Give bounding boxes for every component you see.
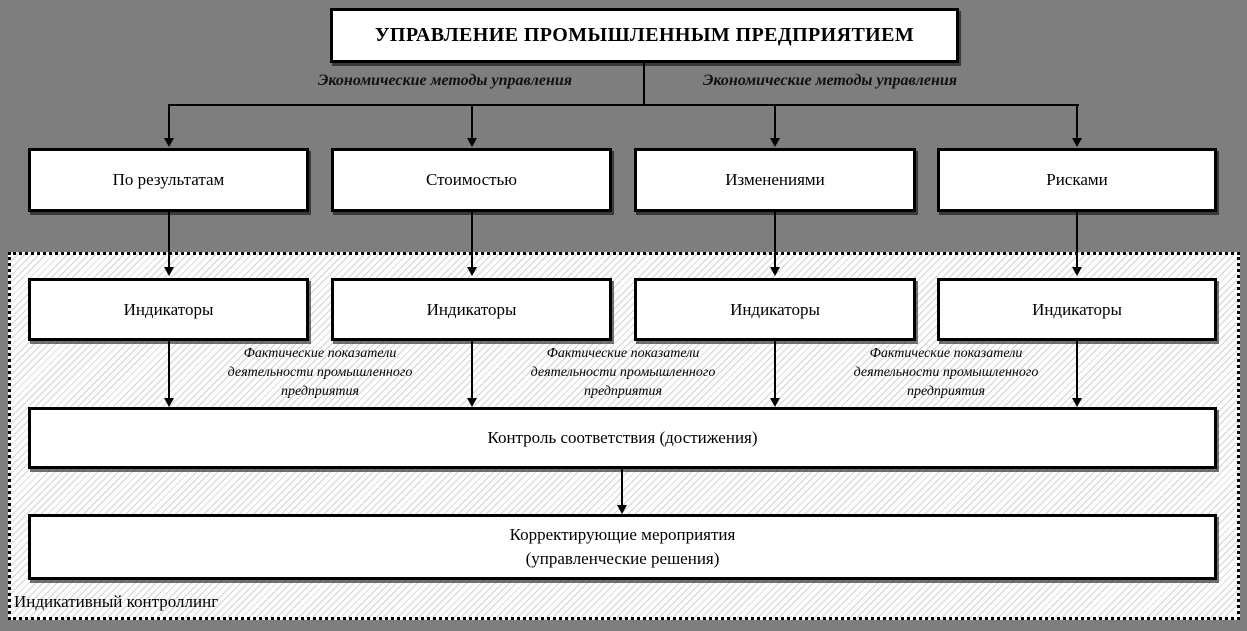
method-label-left: Экономические методы управления bbox=[318, 72, 572, 89]
corrective-box bbox=[28, 514, 1217, 580]
management-box-cost bbox=[331, 148, 612, 212]
indicator-box-label: Индикаторы bbox=[1032, 299, 1122, 319]
indicator-box-2 bbox=[331, 278, 612, 341]
title-box bbox=[330, 8, 959, 63]
title-text: УПРАВЛЕНИЕ ПРОМЫШЛЕННЫМ ПРЕДПРИЯТИЕМ bbox=[374, 24, 915, 46]
management-box-risks bbox=[937, 148, 1217, 212]
connector-box3-indicators bbox=[774, 211, 776, 268]
caption-line: предприятия bbox=[280, 384, 360, 399]
connector-box2-indicators bbox=[471, 211, 473, 268]
arrowhead-down-icon bbox=[467, 267, 477, 276]
arrowhead-down-icon bbox=[164, 398, 174, 407]
corrective-box-line1: Корректирующие мероприятия bbox=[509, 525, 736, 544]
connector-indicators4-control bbox=[1076, 340, 1078, 398]
arrowhead-down-icon bbox=[617, 505, 627, 514]
caption-line: предприятия bbox=[583, 384, 663, 399]
connector-branch-line bbox=[168, 104, 1079, 106]
caption-actual-indicators-3 bbox=[821, 344, 1071, 401]
indicator-box-1 bbox=[28, 278, 309, 341]
indicator-box-label: Индикаторы bbox=[426, 299, 517, 319]
caption-line: деятельности промышленного bbox=[227, 365, 413, 380]
connector-title-stem bbox=[643, 62, 645, 105]
connector-branch-box1 bbox=[168, 105, 170, 138]
caption-line: Фактические показатели bbox=[869, 346, 1023, 361]
caption-actual-indicators-2 bbox=[498, 344, 748, 401]
arrowhead-down-icon bbox=[770, 138, 780, 147]
management-box-label: По результатам bbox=[112, 170, 225, 189]
arrowhead-down-icon bbox=[1072, 267, 1082, 276]
management-box-label: Рисками bbox=[1046, 170, 1108, 189]
management-box-changes bbox=[634, 148, 916, 212]
indicator-box-label: Индикаторы bbox=[730, 299, 820, 319]
caption-line: деятельности промышленного bbox=[853, 365, 1039, 380]
connector-box4-indicators bbox=[1076, 211, 1078, 268]
arrowhead-down-icon bbox=[1072, 398, 1082, 407]
arrowhead-down-icon bbox=[164, 138, 174, 147]
caption-line: предприятия bbox=[906, 384, 986, 399]
caption-line: Фактические показатели bbox=[546, 346, 700, 361]
arrowhead-down-icon bbox=[770, 398, 780, 407]
management-box-results bbox=[28, 148, 309, 212]
control-box bbox=[28, 407, 1217, 469]
arrowhead-down-icon bbox=[770, 267, 780, 276]
indicator-box-3 bbox=[634, 278, 916, 341]
caption-line: деятельности промышленного bbox=[530, 365, 716, 380]
connector-branch-box4 bbox=[1076, 105, 1078, 138]
connector-indicators2-control bbox=[471, 340, 473, 398]
indicator-box-label: Индикаторы bbox=[123, 299, 214, 319]
connector-indicators3-control bbox=[774, 340, 776, 398]
region-label: Индикативный контроллинг bbox=[14, 592, 219, 611]
arrowhead-down-icon bbox=[1072, 138, 1082, 147]
management-box-label: Стоимостью bbox=[425, 170, 518, 189]
corrective-box-line2: (управленческие решения) bbox=[525, 549, 720, 568]
arrowhead-down-icon bbox=[467, 398, 477, 407]
indicator-box-4 bbox=[937, 278, 1217, 341]
arrowhead-down-icon bbox=[467, 138, 477, 147]
control-box-label: Контроль соответствия (достижения) bbox=[487, 428, 758, 447]
connector-indicators1-control bbox=[168, 340, 170, 398]
connector-branch-box2 bbox=[471, 105, 473, 138]
caption-line: Фактические показатели bbox=[243, 346, 397, 361]
management-box-label: Изменениями bbox=[725, 170, 825, 189]
connector-box1-indicators bbox=[168, 211, 170, 268]
connector-branch-box3 bbox=[774, 105, 776, 138]
method-label-right: Экономические методы управления bbox=[703, 72, 957, 89]
connector-control-corrective bbox=[621, 469, 623, 506]
arrowhead-down-icon bbox=[164, 267, 174, 276]
caption-actual-indicators-1 bbox=[195, 344, 445, 401]
